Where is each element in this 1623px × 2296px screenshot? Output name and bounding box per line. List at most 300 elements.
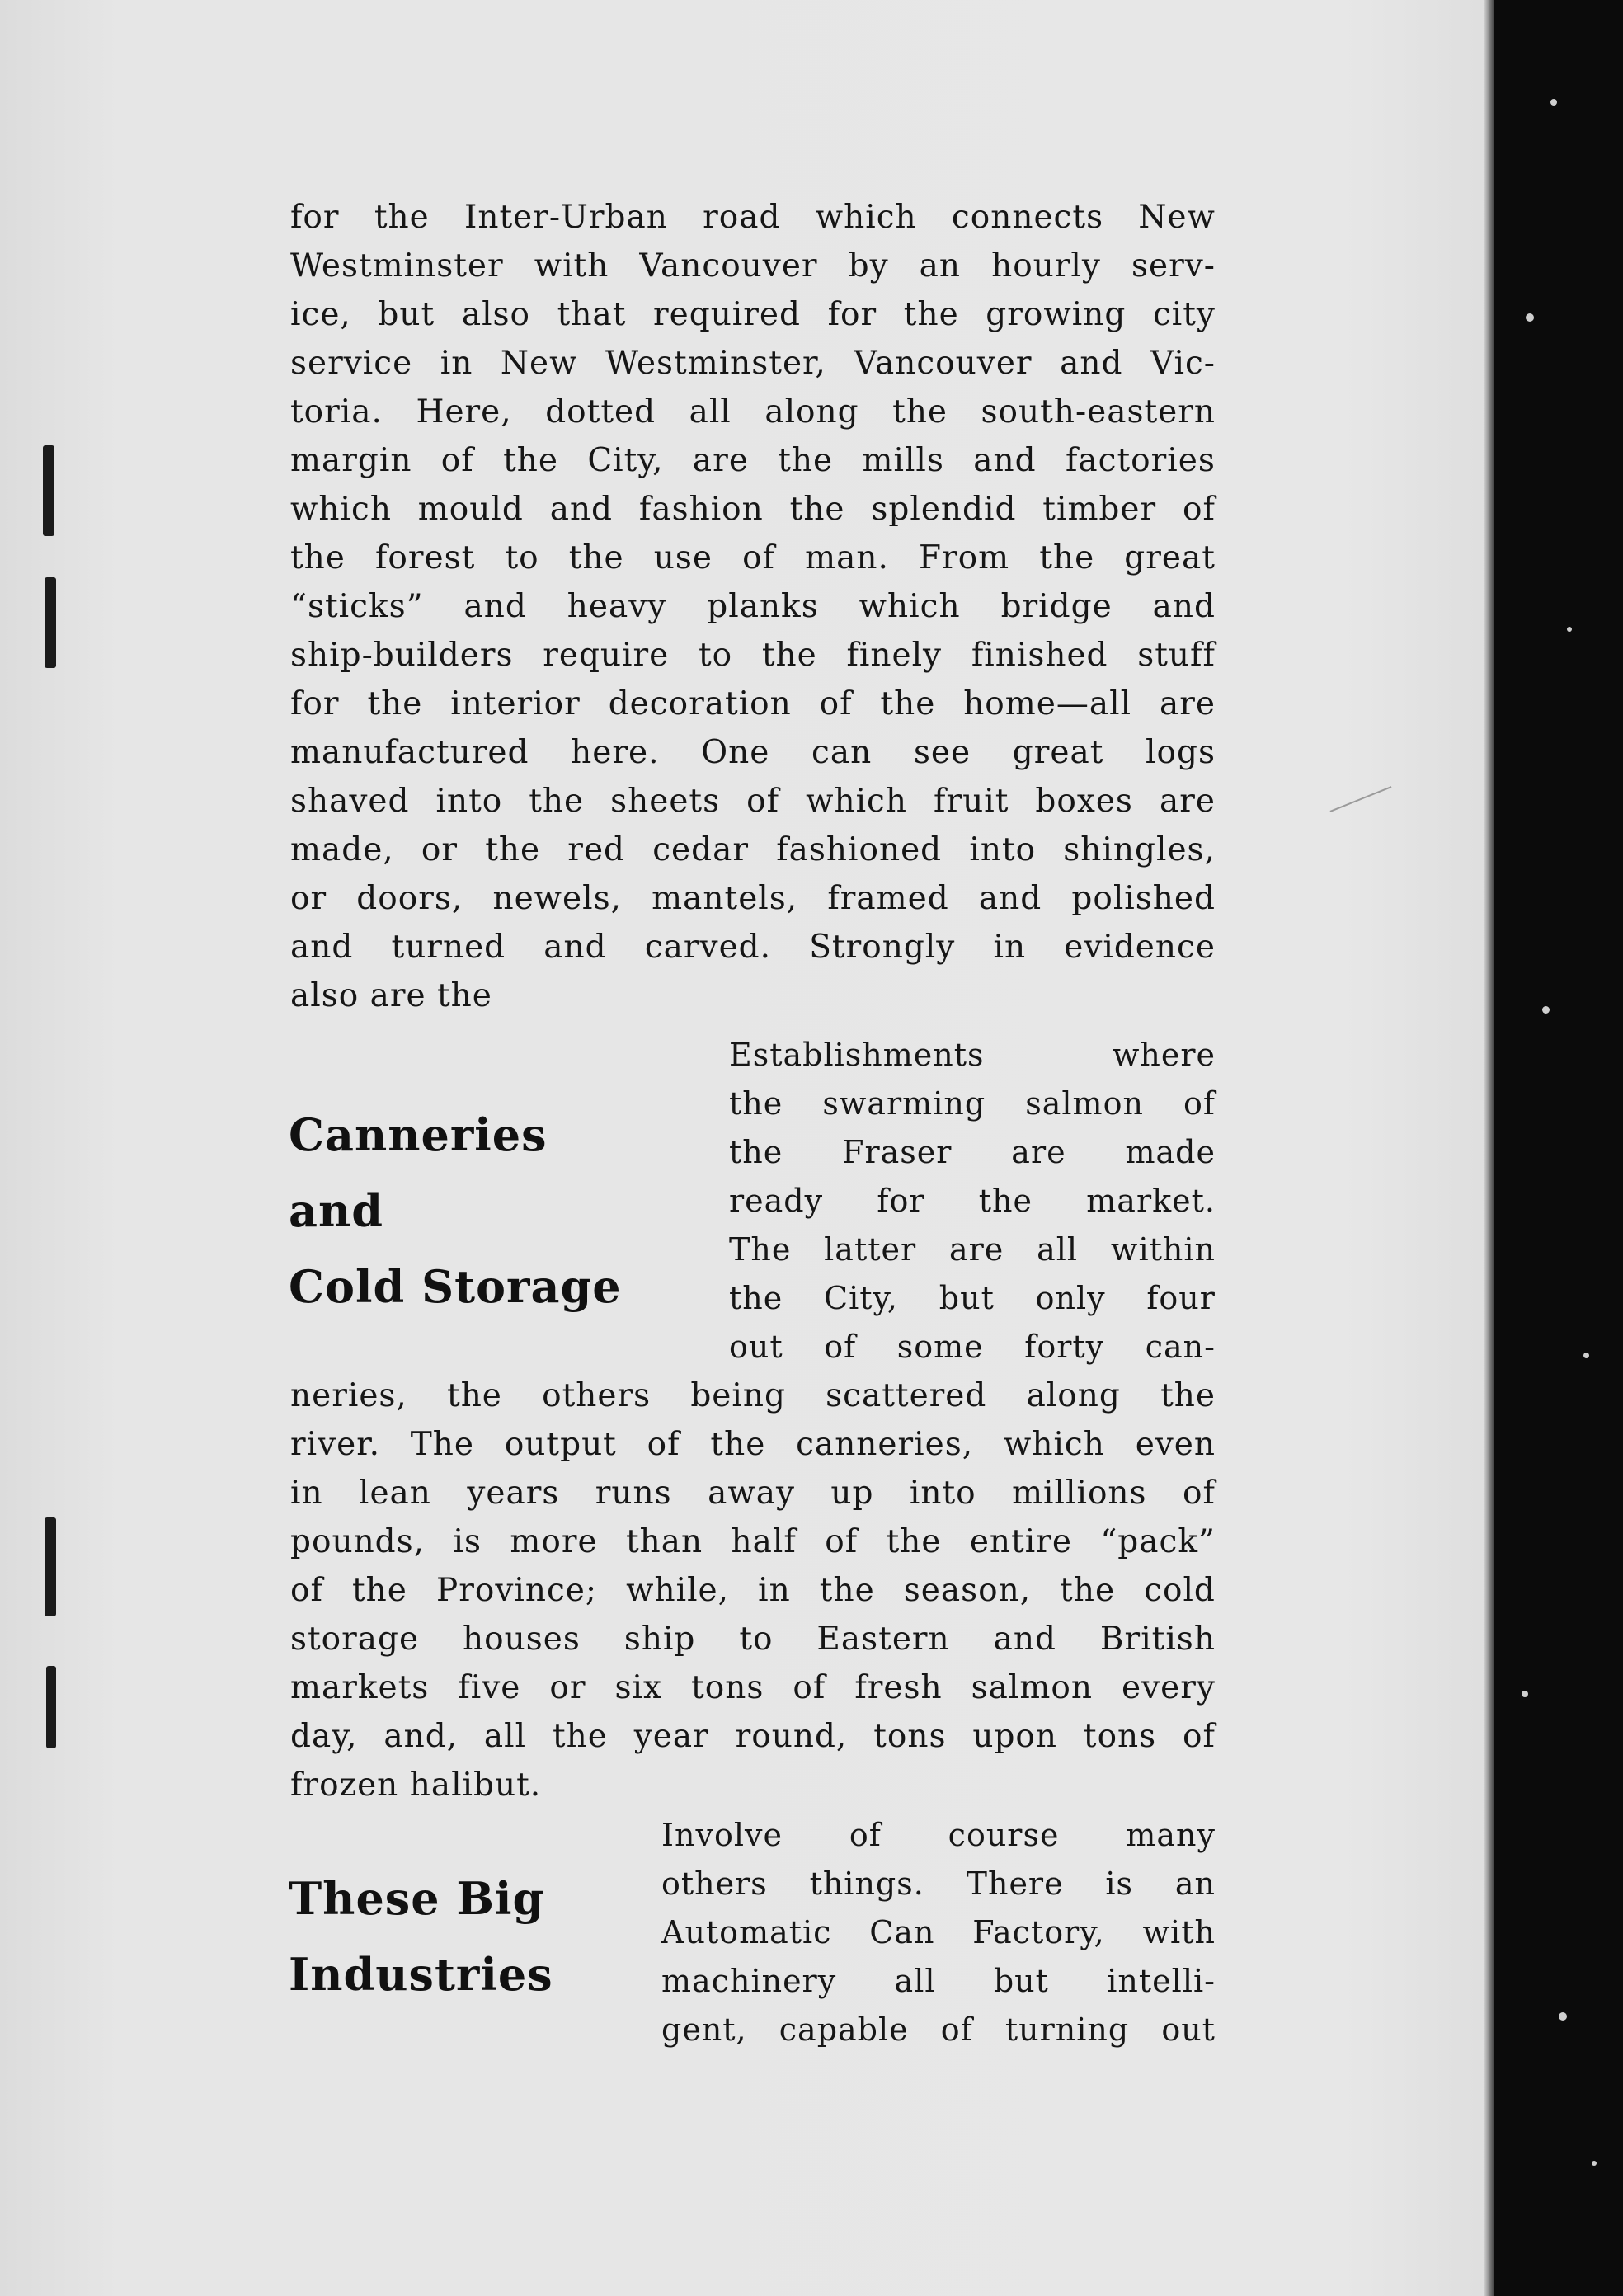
word: all — [894, 1963, 936, 1999]
word: and — [978, 880, 1042, 917]
word: to — [739, 1621, 774, 1658]
word: of — [290, 1572, 323, 1609]
word: while, — [626, 1572, 730, 1609]
word: and — [290, 929, 354, 966]
word: markets — [290, 1669, 430, 1706]
word: the — [503, 442, 558, 479]
word: stuff — [1137, 637, 1216, 674]
section-2-side-text — [661, 1811, 1216, 2054]
word: into — [969, 831, 1037, 868]
word: only — [1035, 1280, 1106, 1316]
word: neries, — [290, 1377, 407, 1414]
word: but — [378, 296, 435, 333]
word: sheets — [610, 783, 721, 820]
word: and, — [383, 1718, 459, 1755]
word: the — [819, 1572, 875, 1609]
text-line — [290, 339, 1216, 388]
word: the — [778, 442, 834, 479]
text-line — [729, 1323, 1216, 1371]
word: home—all — [963, 685, 1132, 722]
text-line — [661, 1860, 1216, 1908]
word: five — [458, 1669, 521, 1706]
text-line — [290, 485, 1216, 534]
scan-border — [1494, 0, 1623, 2296]
word: of — [440, 442, 474, 479]
word: cedar — [652, 831, 749, 868]
word: great — [1124, 539, 1216, 576]
word: can- — [1145, 1329, 1216, 1365]
word: of — [1183, 1718, 1216, 1755]
word: the — [789, 491, 845, 528]
section-1-side-text — [729, 1031, 1216, 1371]
word: things. — [809, 1866, 924, 1902]
word: out — [729, 1329, 783, 1365]
word: use — [653, 539, 713, 576]
word: Westminster, — [605, 345, 826, 382]
word: fruit — [934, 783, 1009, 820]
word: New — [500, 345, 578, 382]
word: Eastern — [816, 1621, 950, 1658]
word: turned — [391, 929, 506, 966]
word: Here, — [416, 393, 512, 430]
word: The — [410, 1426, 475, 1463]
text-line — [290, 777, 1216, 826]
word: which — [806, 783, 908, 820]
word: the — [1039, 539, 1095, 576]
word: dotted — [545, 393, 656, 430]
word: see — [913, 734, 971, 771]
word: more — [510, 1523, 598, 1560]
word: tons — [1083, 1718, 1157, 1755]
word: for — [827, 296, 877, 333]
word: toria. — [290, 393, 383, 430]
text-line — [290, 436, 1216, 485]
scan-speck — [1526, 313, 1534, 322]
scan-speck — [1550, 99, 1557, 106]
binding-mark — [43, 445, 54, 536]
word: the — [1160, 1377, 1216, 1414]
text-line — [290, 582, 1216, 631]
binding-mark — [45, 577, 56, 668]
word: Automatic — [661, 1914, 832, 1950]
text-line — [729, 1177, 1216, 1226]
text-line — [290, 923, 1216, 972]
word: is — [1105, 1866, 1134, 1902]
word: in — [993, 929, 1027, 966]
word: The — [729, 1231, 792, 1268]
scan-speck — [1559, 2012, 1567, 2021]
word: turning — [1004, 2011, 1130, 2048]
word: fashion — [638, 491, 764, 528]
word: out — [1161, 2011, 1216, 2048]
word: and — [543, 929, 607, 966]
word: newels, — [492, 880, 622, 917]
word: service — [290, 345, 413, 382]
word: heavy — [567, 588, 667, 625]
scan-speck — [1583, 1353, 1589, 1358]
word: salmon — [1025, 1085, 1144, 1122]
word: for — [877, 1183, 925, 1219]
word: framed — [827, 880, 949, 917]
word: fresh — [854, 1669, 943, 1706]
word: connects — [951, 199, 1104, 236]
word: Vancouver — [854, 345, 1033, 382]
word: swarming — [822, 1085, 986, 1122]
word: There — [966, 1866, 1064, 1902]
text-line — [290, 1517, 1216, 1566]
text-line — [290, 242, 1216, 290]
word: can — [812, 734, 873, 771]
section-heading-canneries — [289, 1097, 622, 1324]
heading-line: These Big — [289, 1872, 545, 1925]
word: doors, — [356, 880, 463, 917]
word: the — [761, 637, 817, 674]
word: Province; — [435, 1572, 598, 1609]
word: Fraser — [842, 1134, 953, 1170]
word: “pack” — [1100, 1523, 1216, 1560]
word: canneries, — [796, 1426, 974, 1463]
word: forest — [375, 539, 476, 576]
text-line — [729, 1226, 1216, 1274]
word: mould — [417, 491, 524, 528]
word: evidence — [1064, 929, 1216, 966]
word: of — [746, 783, 780, 820]
word: of — [824, 1329, 857, 1365]
word: millions — [1012, 1475, 1147, 1512]
word: of — [825, 1523, 859, 1560]
word: south-eastern — [981, 393, 1216, 430]
word: runs — [595, 1475, 672, 1512]
text-line: also are the — [290, 977, 492, 1014]
word: gent, — [661, 2011, 747, 2048]
word: shaved — [290, 783, 410, 820]
word: six — [614, 1669, 663, 1706]
scan-speck — [1542, 1006, 1550, 1014]
word: of — [849, 1817, 882, 1853]
word: and — [1060, 345, 1123, 382]
word: carved. — [644, 929, 772, 966]
word: others — [661, 1866, 768, 1902]
word: for — [290, 685, 340, 722]
word: years — [467, 1475, 560, 1512]
word: four — [1146, 1280, 1216, 1316]
word: the — [978, 1183, 1033, 1219]
heading-line: Canneries — [289, 1108, 548, 1161]
word: for — [290, 199, 340, 236]
word: ship — [623, 1621, 696, 1658]
text-line: frozen halibut. — [290, 1767, 542, 1804]
word: season, — [903, 1572, 1032, 1609]
word: British — [1099, 1621, 1216, 1658]
word: manufactured — [290, 734, 529, 771]
word: the — [1060, 1572, 1116, 1609]
word: finished — [971, 637, 1108, 674]
word: an — [1174, 1866, 1216, 1902]
scan-speck — [1522, 1691, 1528, 1697]
word: is — [453, 1523, 482, 1560]
word: round, — [735, 1718, 848, 1755]
text-line — [290, 1663, 1216, 1712]
binding-mark — [45, 1517, 56, 1616]
word: of — [742, 539, 775, 576]
word: ship-builders — [290, 637, 514, 674]
word: Involve — [661, 1817, 783, 1853]
word: an — [919, 247, 962, 285]
word: decoration — [608, 685, 792, 722]
word: of — [793, 1669, 826, 1706]
word: timber — [1042, 491, 1157, 528]
word: in — [290, 1475, 323, 1512]
word: or — [549, 1669, 586, 1706]
word: pounds, — [290, 1523, 426, 1560]
word: the — [568, 539, 624, 576]
word: the — [447, 1377, 502, 1414]
paragraph-1 — [290, 193, 1216, 1020]
text-line — [290, 728, 1216, 777]
word: of — [647, 1426, 680, 1463]
word: which — [1003, 1426, 1105, 1463]
text-line — [729, 1031, 1216, 1080]
word: Westminster — [290, 247, 504, 285]
section-heading-industries — [289, 1861, 553, 2012]
word: which — [290, 491, 392, 528]
word: with — [1142, 1914, 1216, 1950]
word: finely — [846, 637, 943, 674]
text-line — [290, 388, 1216, 436]
text-line — [661, 1908, 1216, 1957]
word: even — [1135, 1426, 1216, 1463]
word: the — [374, 199, 430, 236]
word: in — [440, 345, 473, 382]
word: ready — [729, 1183, 824, 1219]
word: in — [758, 1572, 791, 1609]
word: require — [543, 637, 670, 674]
word: boxes — [1035, 783, 1133, 820]
word: mantels, — [652, 880, 798, 917]
word: the — [903, 296, 959, 333]
word: to — [698, 637, 733, 674]
word: From — [919, 539, 1010, 576]
word: man. — [805, 539, 889, 576]
text-line — [290, 1371, 1216, 1420]
text-line — [661, 1811, 1216, 1860]
word: river. — [290, 1426, 380, 1463]
text-line — [290, 1615, 1216, 1663]
word: hourly — [991, 247, 1101, 285]
word: entire — [969, 1523, 1072, 1560]
text-line — [290, 874, 1216, 923]
word: are — [1159, 783, 1216, 820]
word: and — [993, 1621, 1056, 1658]
word: shingles, — [1063, 831, 1216, 868]
word: to — [505, 539, 539, 576]
word: the — [729, 1280, 783, 1316]
text-line — [290, 534, 1216, 582]
word: output — [504, 1426, 617, 1463]
word: salmon — [971, 1669, 1093, 1706]
heading-line: Cold Storage — [289, 1260, 622, 1313]
word: and — [549, 491, 614, 528]
text-line — [661, 1957, 1216, 2006]
text-line — [290, 631, 1216, 680]
word: here. — [571, 734, 660, 771]
text-line — [661, 2006, 1216, 2054]
word: logs — [1146, 734, 1216, 771]
word: City, — [824, 1280, 898, 1316]
word: houses — [463, 1621, 581, 1658]
word: growing — [986, 296, 1127, 333]
word: great — [1012, 734, 1104, 771]
word: into — [435, 783, 503, 820]
word: some — [896, 1329, 984, 1365]
word: Inter-Urban — [463, 199, 668, 236]
word: the — [485, 831, 541, 868]
word: City, — [587, 442, 664, 479]
word: course — [948, 1817, 1060, 1853]
text-line — [729, 1080, 1216, 1128]
word: made — [1125, 1134, 1216, 1170]
section-1-body — [290, 1371, 1216, 1809]
word: machinery — [661, 1963, 837, 1999]
word: the — [552, 1718, 608, 1755]
word: of — [1182, 491, 1216, 528]
word: Factory, — [972, 1914, 1105, 1950]
text-line — [290, 193, 1216, 242]
word: margin — [290, 442, 412, 479]
word: planks — [707, 588, 819, 625]
text-line — [290, 680, 1216, 728]
word: away — [708, 1475, 796, 1512]
scan-speck — [1592, 2161, 1597, 2166]
word: Strongly — [809, 929, 956, 966]
word: or — [421, 831, 459, 868]
word: Vancouver — [639, 247, 818, 285]
word: than — [625, 1523, 703, 1560]
word: which — [815, 199, 917, 236]
word: others — [542, 1377, 652, 1414]
word: are — [1159, 685, 1216, 722]
word: interior — [450, 685, 581, 722]
word: along — [1026, 1377, 1121, 1414]
word: market. — [1086, 1183, 1216, 1219]
word: and — [973, 442, 1037, 479]
word: of — [819, 685, 853, 722]
word: where — [1112, 1037, 1216, 1073]
word: bridge — [1000, 588, 1113, 625]
word: tons — [873, 1718, 947, 1755]
word: but — [939, 1280, 995, 1316]
text-line — [290, 826, 1216, 874]
word: required — [653, 296, 801, 333]
word: Can — [869, 1914, 935, 1950]
word: One — [701, 734, 770, 771]
word: Establishments — [729, 1037, 985, 1073]
word: the — [729, 1134, 783, 1170]
page-edge-shadow — [1484, 0, 1494, 2296]
word: within — [1110, 1231, 1216, 1268]
word: are — [692, 442, 749, 479]
word: along — [764, 393, 859, 430]
word: up — [830, 1475, 874, 1512]
word: the — [880, 685, 936, 722]
word: the — [729, 1085, 783, 1122]
word: scattered — [826, 1377, 987, 1414]
text-line — [290, 1469, 1216, 1517]
word: into — [909, 1475, 976, 1512]
word: all — [689, 393, 732, 430]
word: of — [1183, 1085, 1216, 1122]
word: are — [948, 1231, 1004, 1268]
binding-mark — [46, 1666, 56, 1748]
word: storage — [290, 1621, 420, 1658]
text-line — [290, 1420, 1216, 1469]
word: tons — [691, 1669, 764, 1706]
word: with — [534, 247, 609, 285]
word: but — [993, 1963, 1049, 1999]
text-line — [290, 290, 1216, 339]
word: of — [1182, 1475, 1216, 1512]
text-line — [290, 1566, 1216, 1615]
word: fashioned — [776, 831, 943, 868]
word: lean — [359, 1475, 431, 1512]
word: being — [690, 1377, 786, 1414]
word: latter — [824, 1231, 917, 1268]
word: or — [290, 880, 327, 917]
word: mills — [862, 442, 944, 479]
word: intelli- — [1107, 1963, 1216, 1999]
word: all — [483, 1718, 527, 1755]
word: day, — [290, 1718, 358, 1755]
text-line — [729, 1274, 1216, 1323]
word: splendid — [871, 491, 1017, 528]
word: all — [1037, 1231, 1079, 1268]
word: the — [529, 783, 585, 820]
word: and — [463, 588, 527, 625]
word: “sticks” — [290, 588, 424, 625]
heading-line: Industries — [289, 1948, 553, 2001]
word: Vic- — [1150, 345, 1216, 382]
word: that — [557, 296, 627, 333]
word: serv- — [1131, 247, 1216, 285]
text-line — [729, 1128, 1216, 1177]
word: which — [859, 588, 961, 625]
word: and — [1152, 588, 1216, 625]
word: red — [567, 831, 625, 868]
word: factories — [1065, 442, 1216, 479]
word: year — [633, 1718, 709, 1755]
word: the — [290, 539, 346, 576]
word: the — [352, 1572, 407, 1609]
word: forty — [1024, 1329, 1105, 1365]
word: made, — [290, 831, 394, 868]
word: by — [848, 247, 889, 285]
word: every — [1122, 1669, 1216, 1706]
word: upon — [972, 1718, 1058, 1755]
word: many — [1126, 1817, 1216, 1853]
word: the — [367, 685, 423, 722]
word: city — [1152, 296, 1216, 333]
heading-line: and — [289, 1184, 384, 1237]
word: half — [731, 1523, 797, 1560]
word: cold — [1144, 1572, 1216, 1609]
word: polished — [1071, 880, 1216, 917]
word: are — [1011, 1134, 1066, 1170]
word: the — [886, 1523, 942, 1560]
text-line — [290, 1712, 1216, 1761]
word: also — [461, 296, 531, 333]
word: the — [710, 1426, 766, 1463]
scan-speck — [1567, 627, 1572, 632]
